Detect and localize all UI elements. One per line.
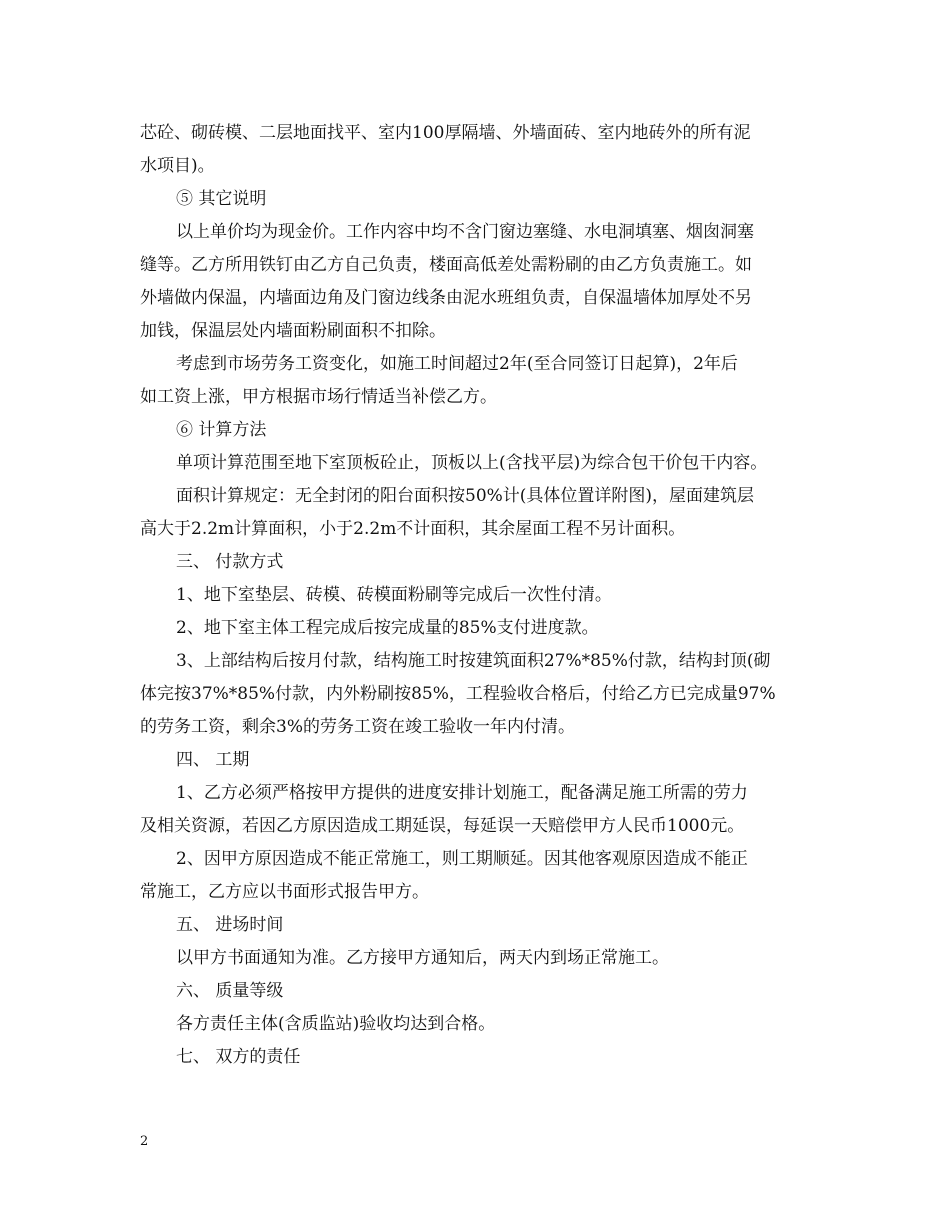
text-line: 的劳务工资，剩余3%的劳务工资在竣工验收一年内付清。: [140, 717, 575, 737]
text-line: 以甲方书面通知为准。乙方接甲方通知后，两天内到场正常施工。: [176, 948, 669, 968]
text-line: 六、 质量等级: [176, 981, 284, 1001]
text-line: 水项目)。: [140, 156, 215, 176]
text-line: 单项计算范围至地下室顶板砼止，顶板以上(含找平层)为综合包干价包干内容。: [176, 453, 768, 473]
text-line: 1、乙方必须严格按甲方提供的进度安排计划施工，配备满足施工所需的劳力: [176, 783, 748, 803]
text-line: 体完按37%*85%付款，内外粉刷按85%，工程验收合格后，付给乙方已完成量97%: [140, 684, 776, 704]
text-line: 考虑到市场劳务工资变化，如施工时间超过2年(至合同签订日起算)，2年后: [176, 354, 738, 374]
text-line: 高大于2.2m计算面积，小于2.2m不计面积，其余屋面工程不另计面积。: [140, 519, 686, 539]
text-line: 以上单价均为现金价。工作内容中均不含门窗边塞缝、水电洞填塞、烟囱洞塞: [176, 222, 754, 242]
text-line: 各方责任主体(含质监站)验收均达到合格。: [176, 1014, 496, 1034]
text-line: 如工资上涨，甲方根据市场行情适当补偿乙方。: [140, 387, 497, 407]
text-line: 三、 付款方式: [176, 552, 284, 572]
text-line: 2、地下室主体工程完成后按完成量的85%支付进度款。: [176, 618, 599, 638]
page-number: 2: [140, 1134, 149, 1149]
text-line: 五、 进场时间: [176, 915, 284, 935]
text-line: 常施工，乙方应以书面形式报告甲方。: [140, 882, 429, 902]
document-body: [140, 117, 820, 1074]
text-line: 缝等。乙方所用铁钉由乙方自己负责，楼面高低差处需粉刷的由乙方负责施工。如: [140, 255, 752, 275]
text-line: ⑤ 其它说明: [176, 189, 267, 209]
text-line: 2、因甲方原因造成不能正常施工，则工期顺延。因其他客观原因造成不能正: [176, 849, 748, 869]
text-line: 面积计算规定：无全封闭的阳台面积按50%计(具体位置详附图)，屋面建筑层: [176, 486, 755, 506]
text-line: 3、上部结构后按月付款，结构施工时按建筑面积27%*85%付款，结构封顶(砌: [176, 651, 771, 671]
text-line: ⑥ 计算方法: [176, 420, 267, 440]
text-line: 芯砼、砌砖模、二层地面找平、室内100厚隔墙、外墙面砖、室内地砖外的所有泥: [140, 123, 751, 143]
text-line: 加钱，保温层处内墙面粉刷面积不扣除。: [140, 321, 446, 341]
text-line: 外墙做内保温，内墙面边角及门窗边线条由泥水班组负责，自保温墙体加厚处不另: [140, 288, 752, 308]
text-line: 四、 工期: [176, 750, 250, 770]
text-line: 七、 双方的责任: [176, 1047, 301, 1067]
text-line: 1、地下室垫层、砖模、砖模面粉刷等完成后一次性付清。: [176, 585, 612, 605]
text-line: 及相关资源，若因乙方原因造成工期延误，每延误一天赔偿甲方人民币1000元。: [140, 816, 745, 836]
